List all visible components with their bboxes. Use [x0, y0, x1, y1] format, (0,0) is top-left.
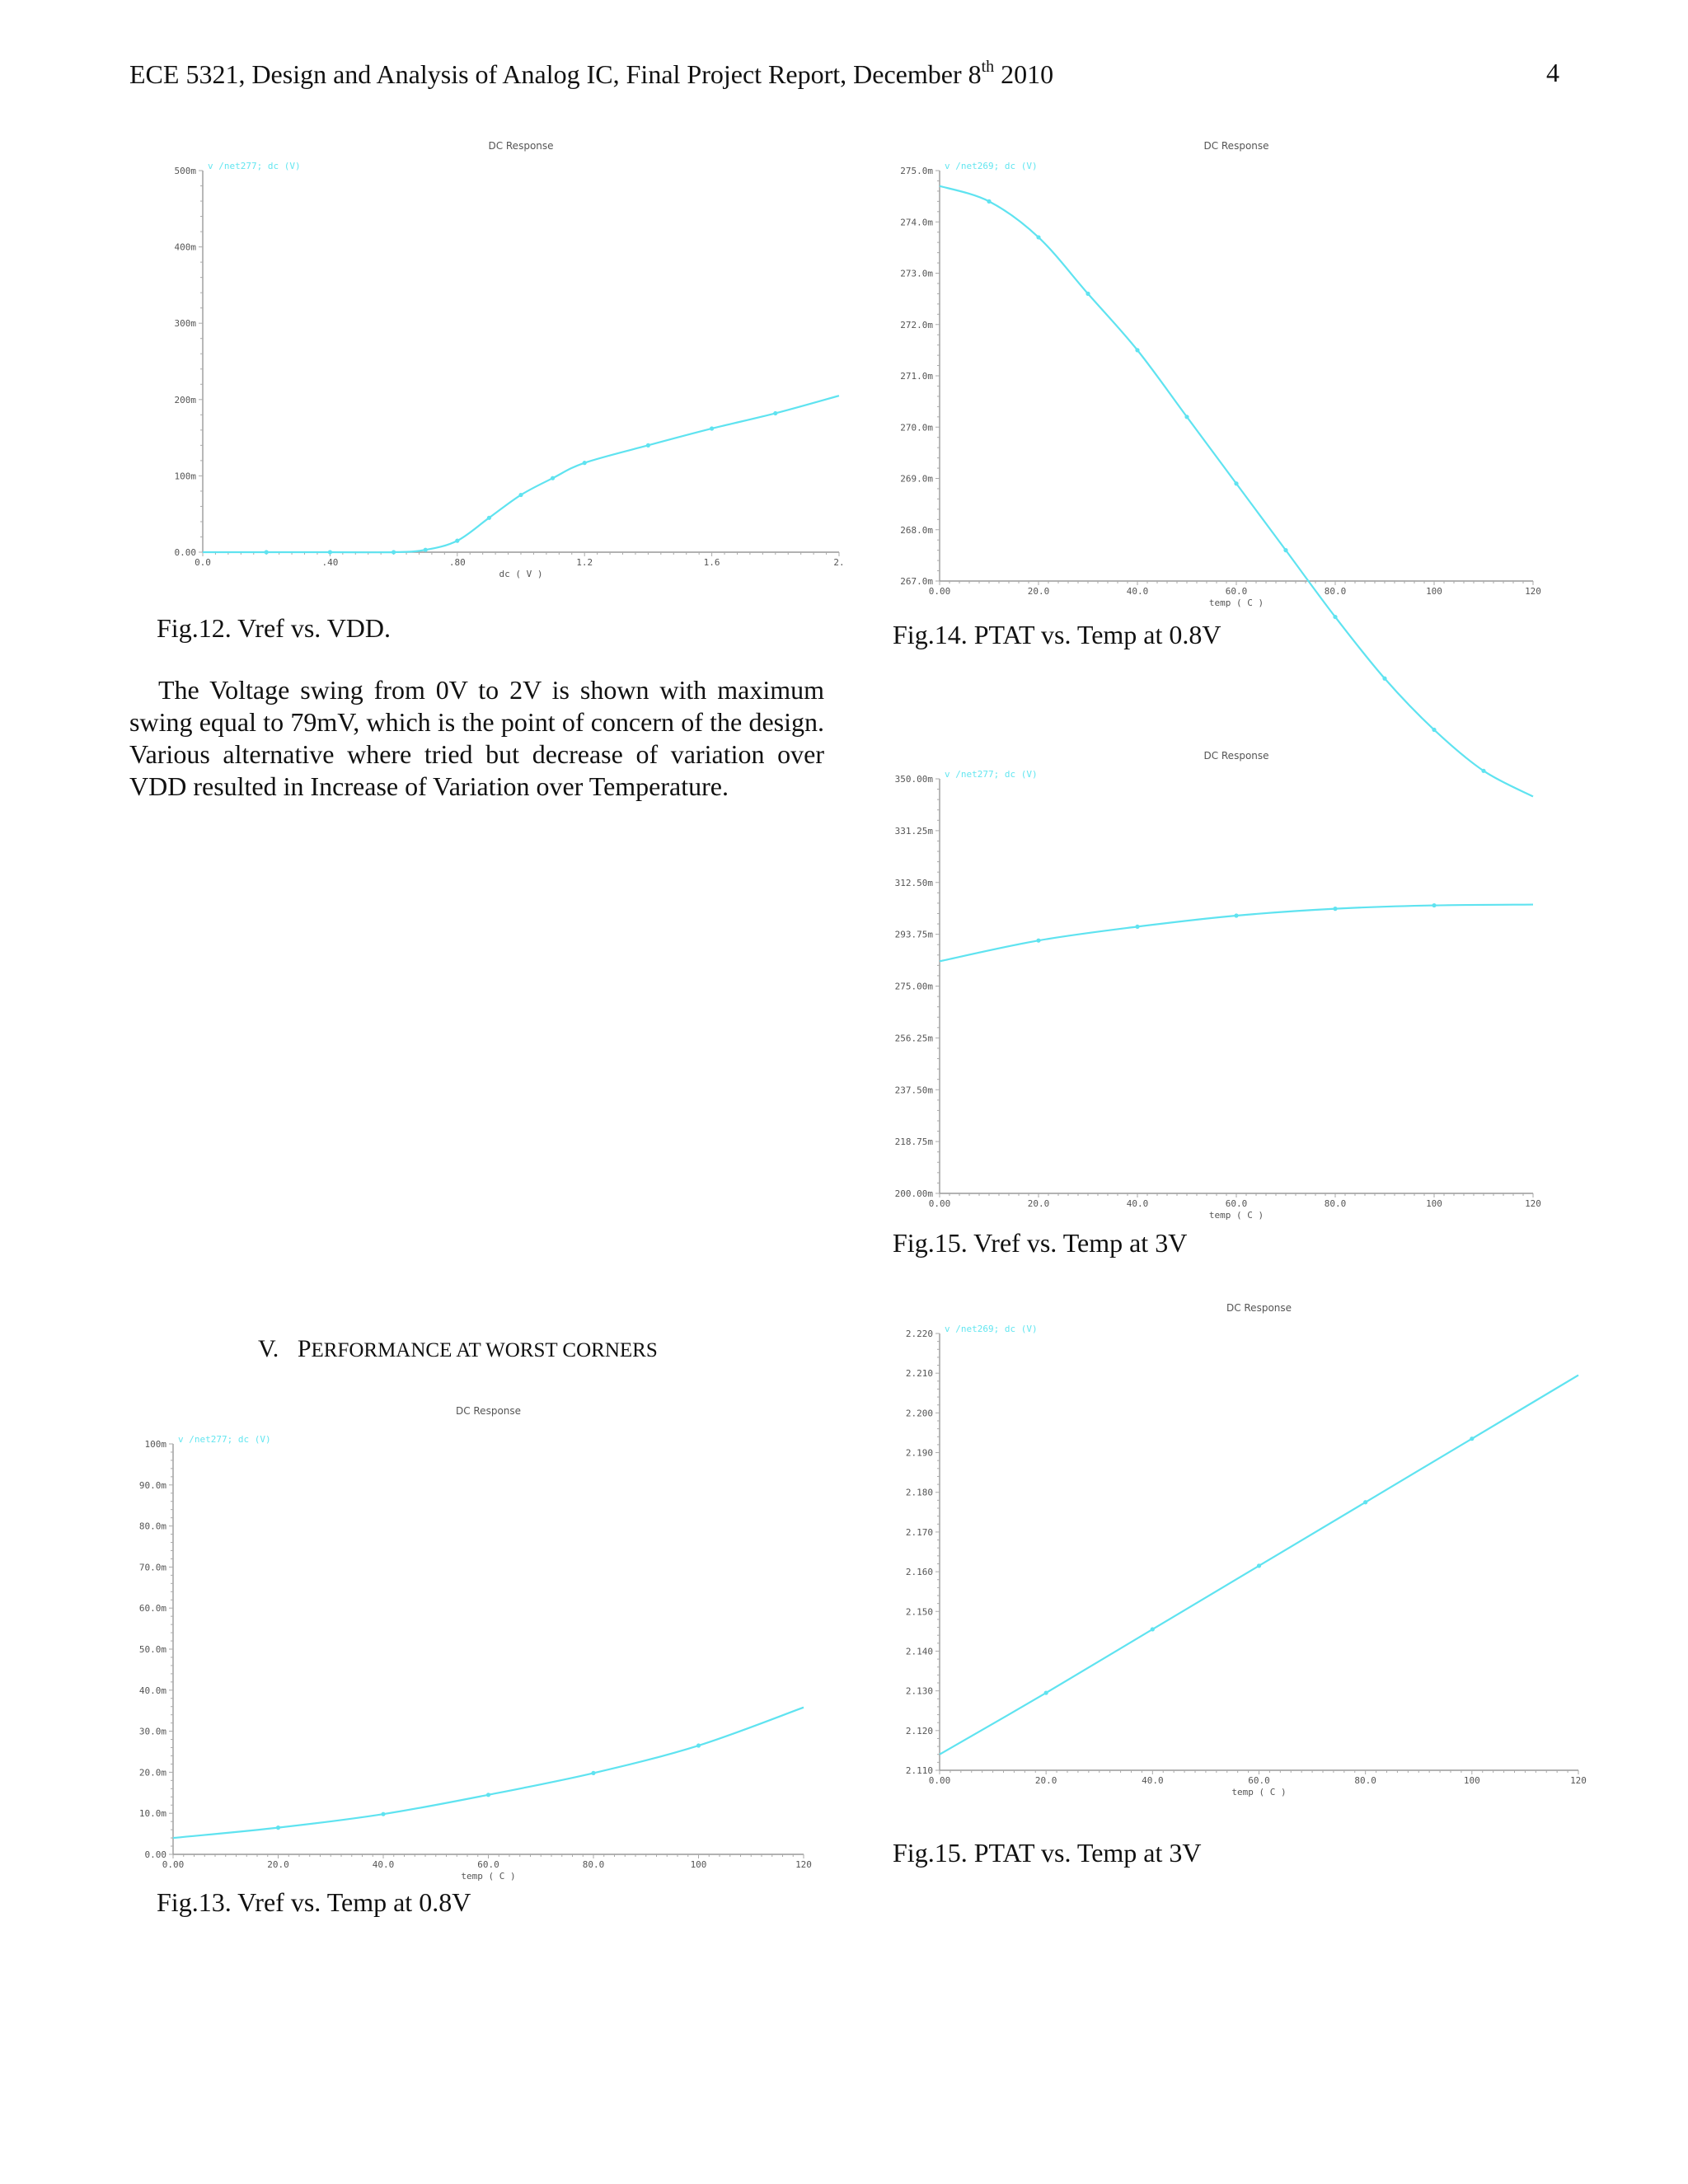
data-point [1432, 728, 1436, 732]
x-tick-label: 0.0 [195, 557, 211, 568]
y-tick-label: 200m [174, 394, 196, 405]
y-tick-label: 2.130 [905, 1685, 933, 1697]
data-point [1135, 348, 1139, 352]
header-title: ECE 5321, Design and Analysis of Analog IC, Final Project Report, December 8th 2010 [129, 58, 1054, 89]
y-tick-label: 237.50m [894, 1085, 933, 1096]
data-point [1151, 1627, 1155, 1631]
x-tick-label: 2. [833, 557, 845, 568]
data-point [1257, 1563, 1261, 1568]
data-point [646, 443, 650, 448]
x-axis-label: temp ( C ) [1208, 598, 1264, 608]
y-tick-label: 100m [144, 1439, 166, 1450]
x-tick-label: 60.0 [1248, 1775, 1270, 1786]
x-axis-label: dc ( V ) [499, 569, 543, 579]
x-tick-label: 80.0 [1324, 586, 1347, 597]
x-tick-label: .40 [321, 557, 339, 568]
data-point [392, 550, 396, 554]
x-axis-label: temp ( C ) [1231, 1787, 1287, 1797]
x-tick-label: 100 [690, 1859, 707, 1870]
x-tick-label: 100 [1463, 1775, 1480, 1786]
y-tick-label: 2.150 [905, 1606, 933, 1618]
data-point [1432, 903, 1436, 907]
data-point [1234, 913, 1238, 917]
x-tick-label: 80.0 [1324, 1198, 1347, 1209]
y-tick-label: 0.00 [174, 547, 196, 558]
plot-title: DC Response [1203, 750, 1269, 762]
figure-12 [132, 136, 857, 585]
body-paragraph: The Voltage swing from 0V to 2V is shown with maximum swing equal to 79mV, which is the point of concern of the design. Various alternative where tried but decrease of variation over VDD resulted in Increase of Variation over Temperature. [129, 675, 824, 801]
x-tick-label: 0.00 [928, 1198, 951, 1209]
x-tick-label: 1.6 [703, 557, 720, 568]
x-axis-label: temp ( C ) [461, 1871, 516, 1882]
y-tick-label: 300m [174, 318, 196, 330]
x-tick-label: 60.0 [477, 1859, 499, 1870]
x-tick-label: 40.0 [1126, 1198, 1149, 1209]
y-tick-label: 60.0m [138, 1603, 166, 1615]
data-point [1085, 292, 1090, 296]
chart-ptat-vs-temp-08v [882, 136, 1607, 610]
y-tick-label: 30.0m [138, 1726, 166, 1737]
caption-fig15b: Fig.15. PTAT vs. Temp at 3V [893, 1838, 1202, 1868]
x-tick-label: 20.0 [1034, 1775, 1057, 1786]
y-tick-label: 2.220 [905, 1329, 933, 1339]
y-tick-label: 256.25m [894, 1033, 933, 1044]
x-tick-label: 40.0 [1142, 1775, 1164, 1786]
y-tick-label: 2.160 [905, 1567, 933, 1578]
plot-legend: v /net277; dc (V) [178, 1434, 271, 1445]
plot-legend: v /net277; dc (V) [208, 161, 301, 171]
y-tick-label: 70.0m [138, 1562, 166, 1573]
x-tick-label: 20.0 [267, 1859, 289, 1870]
data-point [591, 1771, 595, 1775]
y-tick-label: 350.00m [894, 774, 933, 785]
y-tick-label: 270.0m [900, 422, 933, 434]
data-point [1470, 1436, 1474, 1441]
data-point [696, 1743, 701, 1747]
y-tick-label: 272.0m [900, 319, 933, 330]
y-tick-label: 271.0m [900, 371, 933, 382]
data-point [486, 1793, 490, 1797]
chart-vref-vs-temp-3v [882, 746, 1607, 1221]
y-tick-label: 2.190 [905, 1447, 933, 1459]
data-point [518, 493, 523, 497]
y-tick-label: 2.140 [905, 1646, 933, 1657]
data-point [265, 550, 269, 554]
plot-title: DC Response [455, 1405, 522, 1417]
x-tick-label: 60.0 [1225, 586, 1248, 597]
data-point [773, 411, 777, 415]
data-point [1382, 677, 1386, 681]
page-header [129, 58, 1559, 94]
data-point [583, 461, 587, 465]
x-axis-label: temp ( C ) [1208, 1210, 1264, 1221]
y-tick-label: 312.50m [894, 877, 933, 888]
y-tick-label: 293.75m [894, 929, 933, 940]
x-tick-label: 120 [1525, 1198, 1541, 1209]
x-tick-label: 100 [1426, 1198, 1442, 1209]
y-tick-label: 267.0m [900, 576, 933, 587]
data-point [1333, 615, 1337, 619]
section-heading: V. PERFORMANCE AT WORST CORNERS [258, 1335, 658, 1362]
plot-title: DC Response [1226, 1302, 1292, 1314]
y-tick-label: 40.0m [138, 1685, 166, 1696]
y-tick-label: 500m [174, 166, 196, 176]
y-tick-label: 331.25m [894, 825, 933, 837]
data-point [1036, 235, 1040, 239]
y-tick-label: 80.0m [138, 1521, 166, 1532]
x-tick-label: 0.00 [928, 586, 951, 597]
x-tick-label: 40.0 [1126, 586, 1149, 597]
data-point [710, 426, 714, 430]
data-point [328, 550, 332, 554]
y-tick-label: 200.00m [894, 1188, 933, 1199]
x-tick-label: 60.0 [1225, 1198, 1248, 1209]
data-point [455, 539, 459, 543]
plot-legend: v /net269; dc (V) [945, 161, 1038, 171]
plot-title: DC Response [488, 140, 554, 152]
figure-15b [882, 1298, 1607, 1809]
caption-fig12: Fig.12. Vref vs. VDD. [157, 613, 392, 643]
series-line [940, 186, 1533, 797]
caption-fig13: Fig.13. Vref vs. Temp at 0.8V [157, 1887, 471, 1917]
plot-legend: v /net269; dc (V) [945, 1324, 1038, 1334]
y-tick-label: 2.200 [905, 1408, 933, 1419]
x-tick-label: 40.0 [372, 1859, 395, 1870]
y-tick-label: 0.00 [144, 1849, 166, 1860]
plot-title: DC Response [1203, 140, 1269, 152]
data-point [1283, 548, 1287, 552]
y-tick-label: 90.0m [138, 1479, 166, 1491]
x-tick-label: 20.0 [1027, 1198, 1050, 1209]
figure-13 [132, 1401, 857, 1887]
data-point [1036, 939, 1040, 943]
data-point [1234, 481, 1238, 485]
x-tick-label: 80.0 [582, 1859, 605, 1870]
figure-15a [882, 746, 1607, 1221]
y-tick-label: 268.0m [900, 524, 933, 536]
caption-fig14: Fig.14. PTAT vs. Temp at 0.8V [893, 620, 1221, 649]
chart-ptat-vs-temp-3v [882, 1298, 1607, 1809]
x-tick-label: 120 [1570, 1775, 1587, 1786]
figure-14 [882, 136, 1607, 610]
data-point [1363, 1500, 1367, 1504]
x-tick-label: 120 [795, 1859, 812, 1870]
x-tick-label: 80.0 [1354, 1775, 1376, 1786]
y-tick-label: 50.0m [138, 1644, 166, 1655]
data-point [1333, 907, 1337, 911]
y-tick-label: 2.120 [905, 1725, 933, 1736]
y-tick-label: 274.0m [900, 217, 933, 228]
x-tick-label: 0.00 [162, 1859, 185, 1870]
y-tick-label: 10.0m [138, 1808, 166, 1820]
plot-legend: v /net277; dc (V) [945, 769, 1038, 780]
y-tick-label: 2.180 [905, 1487, 933, 1498]
series-line [203, 396, 839, 552]
x-tick-label: 1.2 [576, 557, 593, 568]
page-number: 4 [1546, 58, 1559, 87]
y-tick-label: 2.170 [905, 1526, 933, 1538]
y-tick-label: 273.0m [900, 268, 933, 279]
data-point [1135, 925, 1139, 929]
y-tick-label: 275.00m [894, 981, 933, 992]
y-tick-label: 2.210 [905, 1368, 933, 1380]
x-tick-label: .80 [448, 557, 466, 568]
data-point [424, 548, 428, 552]
data-point [1044, 1690, 1048, 1694]
chart-vref-vs-vdd [132, 136, 857, 585]
chart-vref-vs-temp-08v [132, 1401, 857, 1887]
y-tick-label: 100m [174, 471, 196, 482]
y-tick-label: 269.0m [900, 473, 933, 485]
y-tick-label: 218.75m [894, 1137, 933, 1148]
x-tick-label: 0.00 [928, 1775, 951, 1786]
y-tick-label: 400m [174, 241, 196, 253]
data-point [276, 1825, 280, 1830]
data-point [987, 199, 991, 204]
x-tick-label: 20.0 [1027, 586, 1050, 597]
data-point [1184, 415, 1189, 419]
x-tick-label: 120 [1525, 586, 1541, 597]
data-point [551, 476, 555, 480]
series-line [940, 905, 1533, 962]
x-tick-label: 100 [1426, 586, 1442, 597]
y-tick-label: 20.0m [138, 1767, 166, 1779]
y-tick-label: 275.0m [900, 166, 933, 176]
caption-fig15a: Fig.15. Vref vs. Temp at 3V [893, 1228, 1188, 1258]
series-line [173, 1708, 804, 1838]
data-point [487, 516, 491, 520]
data-point [381, 1812, 385, 1816]
y-tick-label: 2.110 [905, 1765, 933, 1776]
